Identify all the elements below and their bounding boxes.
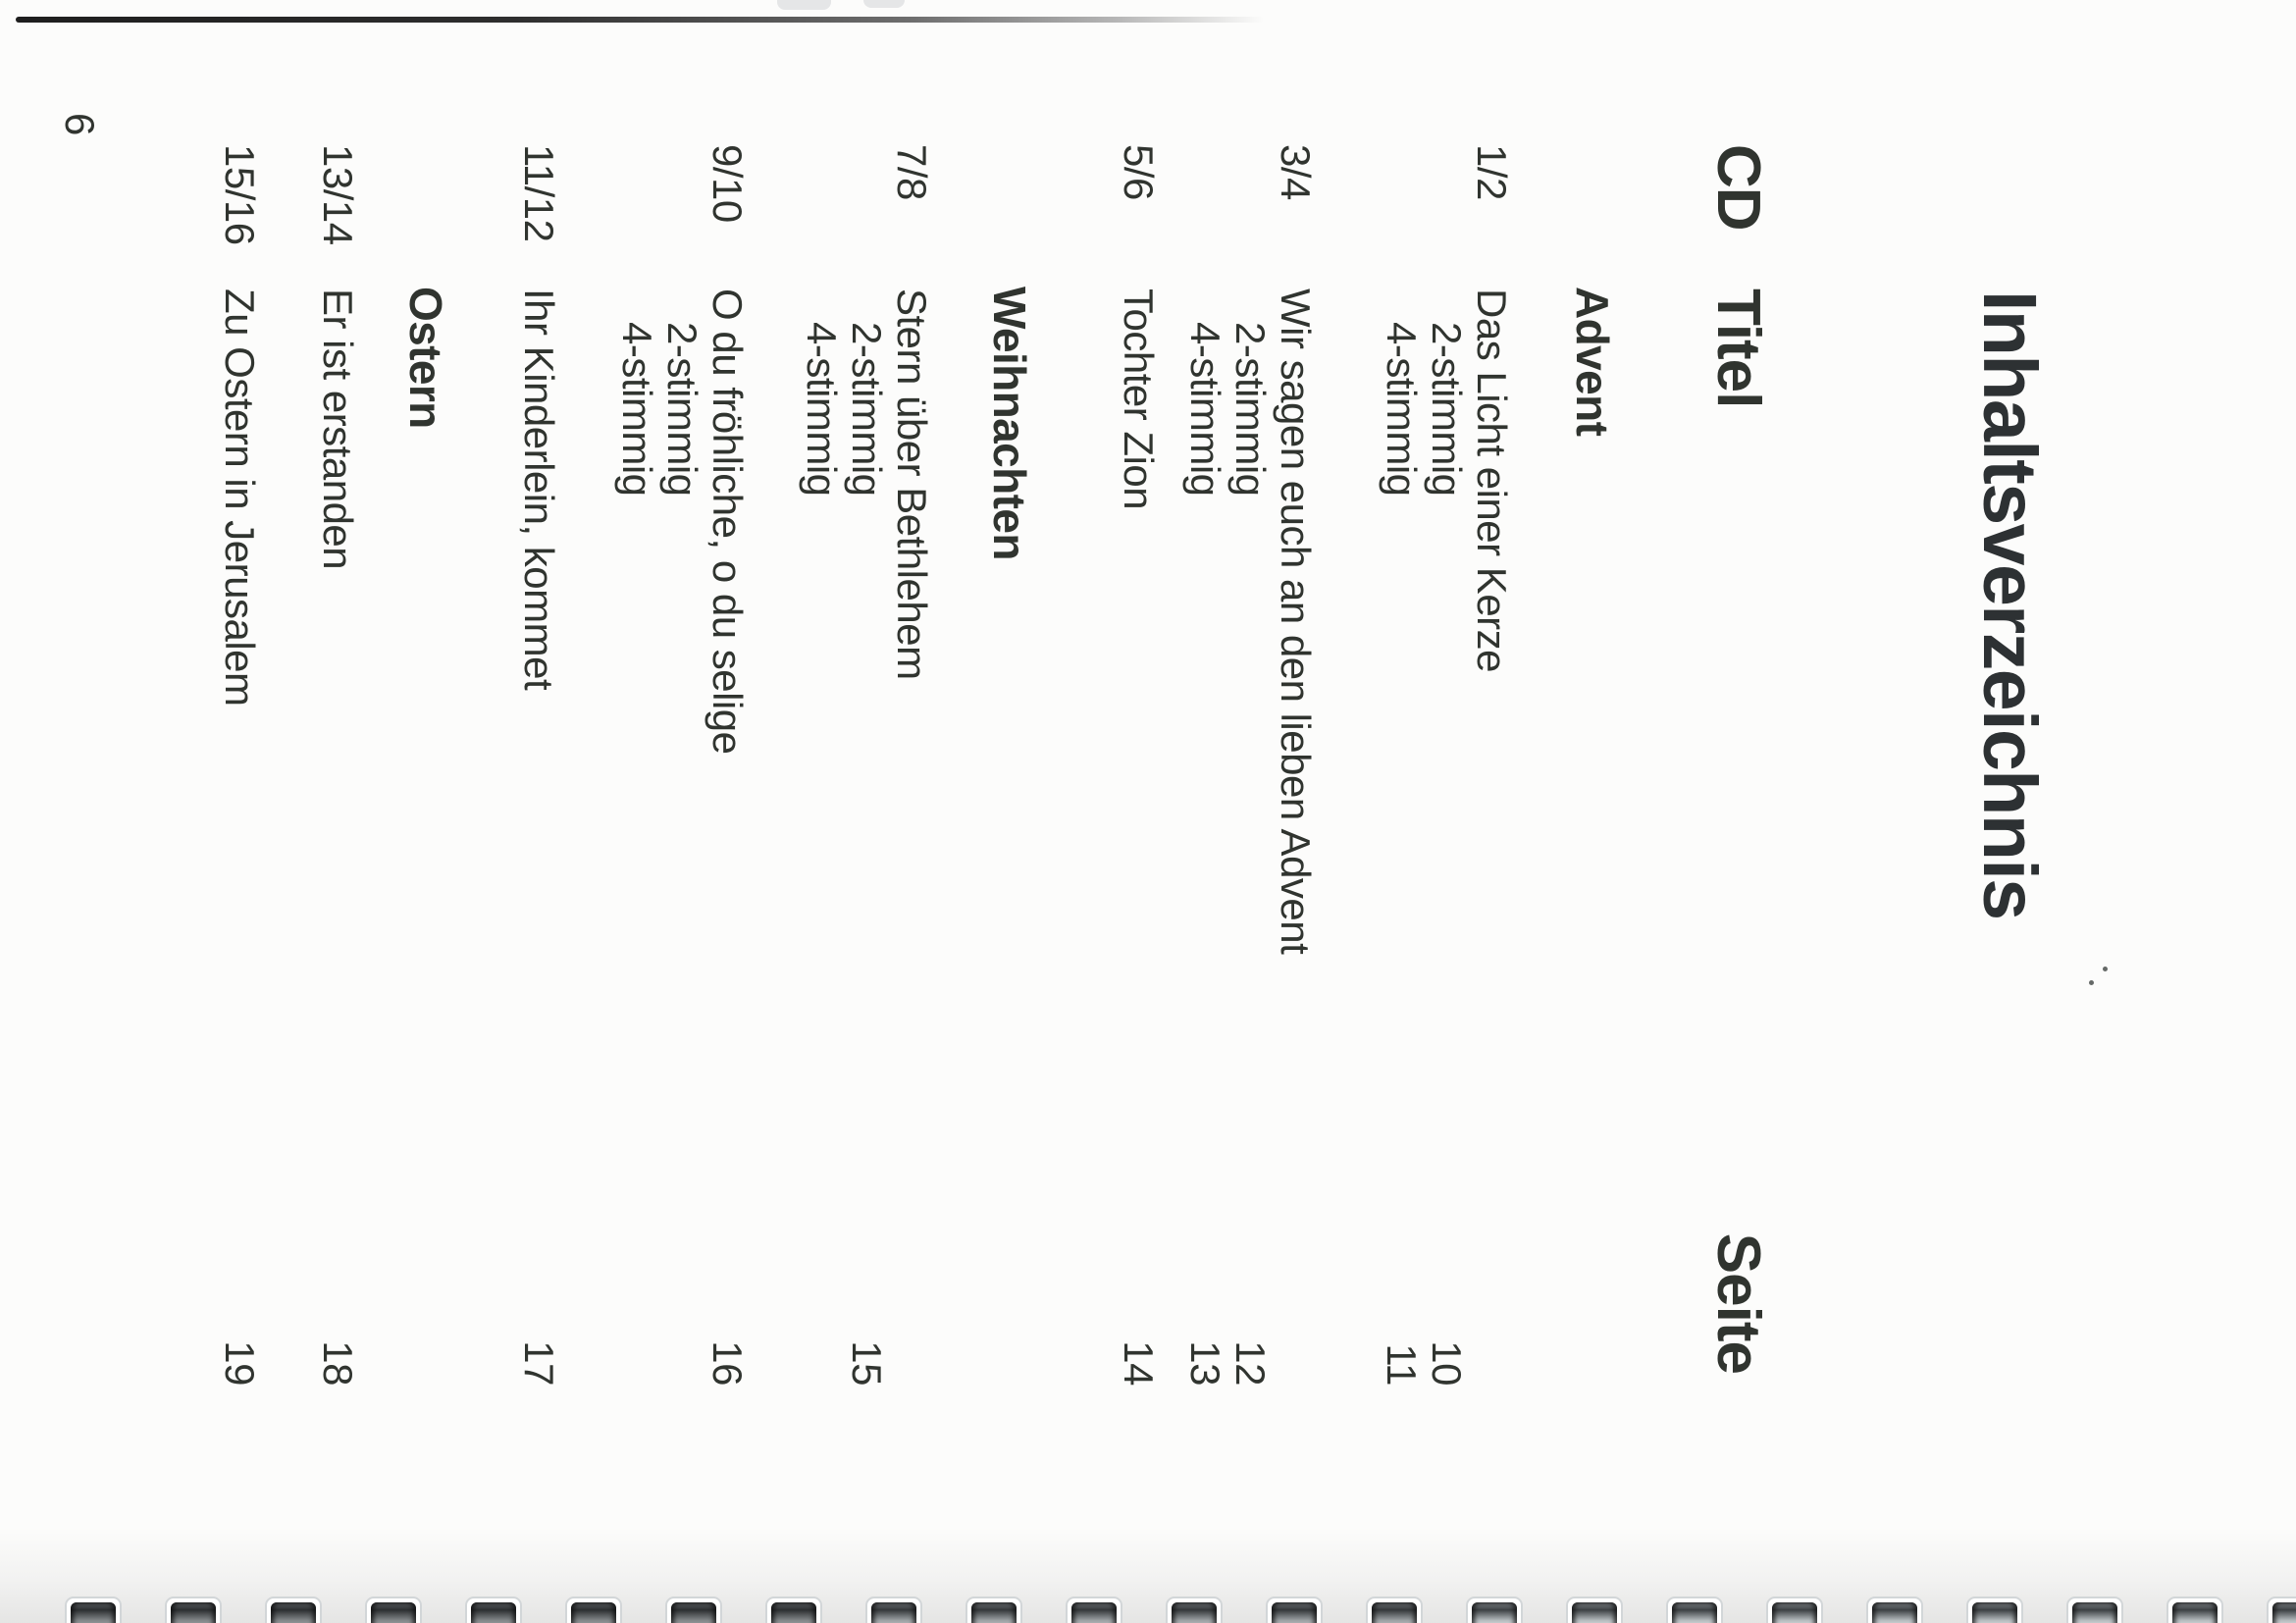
binding-hole [665,1597,722,1623]
binding-wire [471,1602,516,1623]
binding-hole [1966,1597,2023,1623]
binding-hole [765,1597,822,1623]
binding-hole [2267,1597,2296,1623]
binding-wire [871,1602,916,1623]
track-number: 3/4 [1273,144,1319,200]
binding-wire [1572,1602,1617,1623]
page-ref: 18 [315,1340,361,1386]
song-title: Wir sagen euch an den lieben Advent [1273,288,1319,955]
binding-hole [465,1597,522,1623]
track-number: 13/14 [315,144,361,245]
page-ref: 15 [844,1340,890,1386]
binding-wire [1672,1602,1717,1623]
scan-speck [2089,980,2094,985]
binding-hole [1866,1597,1923,1623]
binding-shadow-band [0,1527,2296,1623]
binding-hole-ghost [777,0,831,10]
binding-wire [1071,1602,1117,1623]
voicing-label: 2-stimmig [1227,322,1274,497]
track-number: 15/16 [217,144,263,245]
voicing-label: 4-stimmig [1182,322,1228,497]
voicing-label: 2-stimmig [659,322,705,497]
song-title: Tochter Zion [1116,288,1162,510]
binding-hole [1466,1597,1523,1623]
column-header-titel: Titel [1704,288,1772,408]
voicing-label: 2-stimmig [844,322,890,497]
voicing-label: 4-stimmig [1379,322,1425,497]
binding-wire [271,1602,316,1623]
section-heading-advent: Advent [1567,287,1618,437]
binding-wire [371,1602,416,1623]
song-title: Ihr Kinderlein, kommet [516,288,562,691]
binding-hole [1166,1597,1223,1623]
binding-hole-ghost [863,0,905,8]
binding-hole [165,1597,222,1623]
scan-edge-line [16,17,1264,23]
column-header-seite: Seite [1704,1232,1772,1374]
page-title: Inhaltsverzeichnis [1967,290,2052,919]
binding-hole [1566,1597,1623,1623]
binding-wire [771,1602,816,1623]
binding-wire [1872,1602,1917,1623]
binding-hole [965,1597,1022,1623]
binding-hole [1366,1597,1423,1623]
binding-wire [1472,1602,1517,1623]
page-ref: 11 [1379,1343,1425,1386]
page-ref: 12 [1227,1340,1274,1386]
song-title: Das Licht einer Kerze [1469,288,1515,673]
binding-wire [2172,1602,2218,1623]
page-ref: 13 [1182,1340,1228,1386]
song-title: Stern über Bethlehem [889,288,935,680]
page-ref: 19 [217,1340,263,1386]
track-number: 9/10 [704,144,751,223]
voicing-label: 2-stimmig [1424,322,1470,497]
binding-hole [2066,1597,2123,1623]
binding-hole [65,1597,122,1623]
binding-wire [971,1602,1017,1623]
binding-wire [2072,1602,2117,1623]
voicing-label: 4-stimmig [799,322,845,497]
binding-wire [1172,1602,1217,1623]
song-title: Er ist erstanden [315,288,361,570]
track-number: 7/8 [889,144,935,200]
column-header-cd: CD [1704,144,1772,231]
binding-wire [571,1602,616,1623]
binding-hole [1766,1597,1823,1623]
track-number: 5/6 [1116,144,1162,200]
section-heading-ostern: Ostern [400,287,451,429]
binding-hole [865,1597,922,1623]
track-number: 1/2 [1469,144,1515,200]
track-number: 11/12 [516,144,562,242]
binding-wire [671,1602,716,1623]
binding-hole [1666,1597,1723,1623]
binding-wire [1372,1602,1417,1623]
song-title: Zu Ostern in Jerusalem [217,288,263,707]
binding-hole [1266,1597,1323,1623]
binding-wire [1272,1602,1317,1623]
song-title: O du fröhliche, o du selige [704,288,751,755]
page-ref: 16 [704,1340,751,1386]
page-ref: 14 [1116,1340,1162,1386]
binding-hole [1066,1597,1122,1623]
scan-speck [2103,967,2108,971]
binding-hole [265,1597,322,1623]
binding-hole [365,1597,422,1623]
binding-hole [2166,1597,2223,1623]
binding-wire [1772,1602,1817,1623]
voicing-label: 4-stimmig [614,322,660,497]
binding-wire [1972,1602,2017,1623]
page-number: 6 [57,113,103,135]
section-heading-weihnachten: Weihnachten [984,287,1035,560]
page-ref: 10 [1424,1340,1470,1386]
binding-wire [71,1602,116,1623]
binding-wire [2272,1602,2296,1623]
binding-hole [565,1597,622,1623]
binding-wire [171,1602,216,1623]
page-ref: 17 [516,1340,562,1386]
